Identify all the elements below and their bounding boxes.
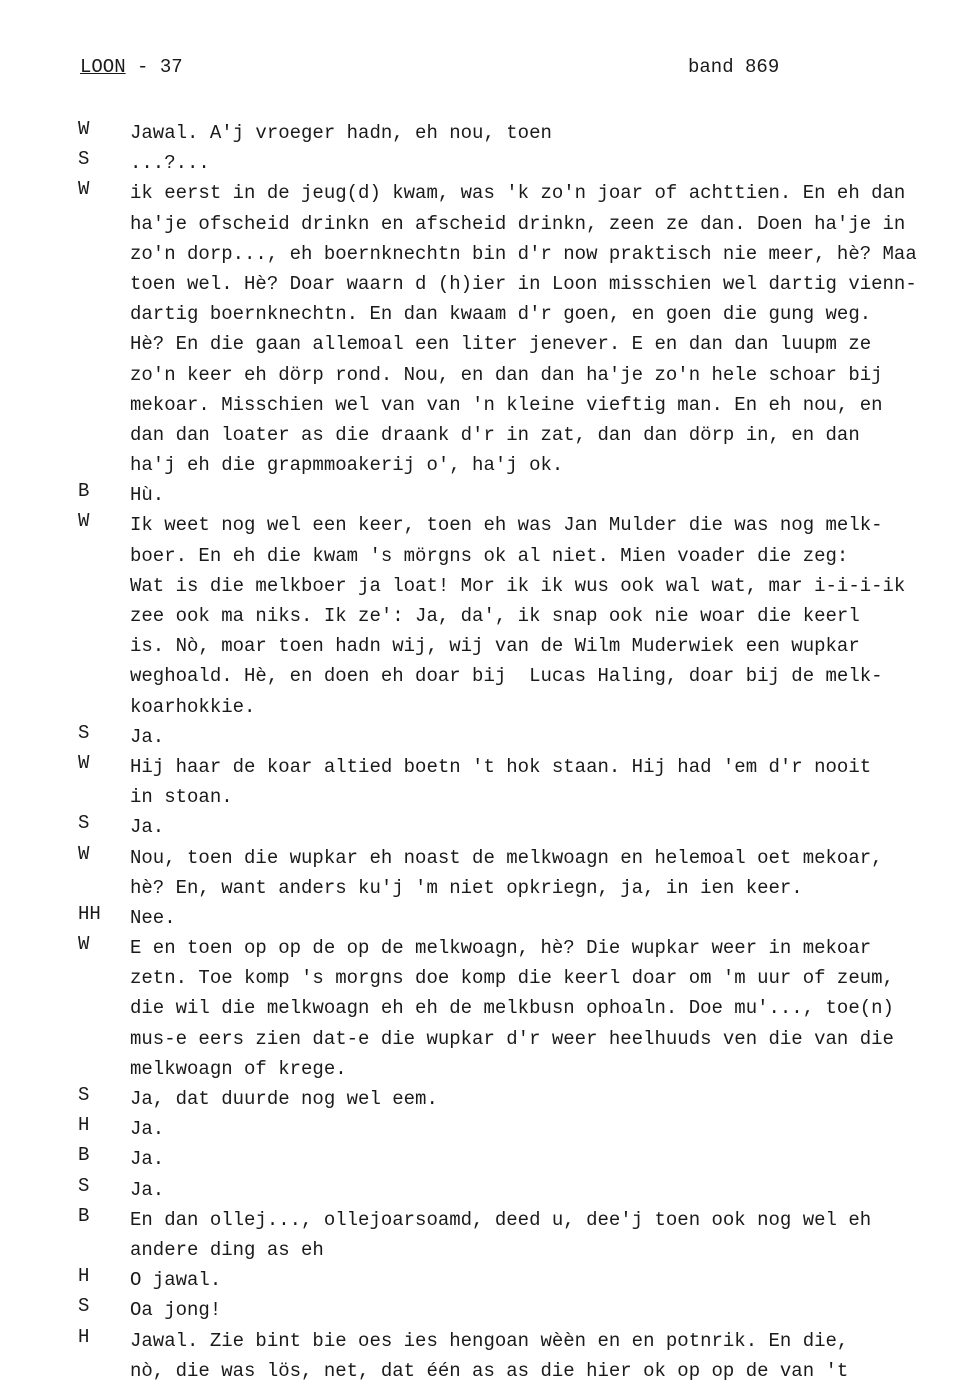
utterance-line: Jawal. A'j vroeger hadn, eh nou, toen [130,122,552,144]
utterance-line: Ja. [130,725,165,748]
utterance [130,480,973,510]
speaker-label: B [78,1204,90,1227]
utterance-line: is. Nò, moar toen hadn wij, wij van de Wilm Muderwiek een wupkar [130,635,860,658]
speaker-label: S [78,148,90,171]
transcript-turn [78,903,973,933]
utterance-line: die wil die melkwoagn eh eh de melkbusn ophoaln. Doe mu'..., toe(n) [130,997,894,1020]
utterance-line: weghoald. Hè, en doen eh doar bij Lucas Haling, doar bij de melk- [130,665,883,688]
utterance-line: zetn. Toe komp 's morgns doe komp die keerl doar om 'm uur of zeum, [130,967,894,990]
utterance-line: ha'je ofscheid drinkn en afscheid drinkn, zeen ze dan. Doen ha'je in [130,212,906,235]
transcript-turn [78,1144,973,1174]
speaker-label: H [78,1114,90,1137]
transcript-turn [78,1265,973,1295]
utterance-line: E en toen op op de op de melkwoagn, hè? Die wupkar weer in mekoar [130,937,872,960]
transcript-turn [78,1084,973,1114]
transcript-turn [78,148,973,178]
utterance [130,843,973,903]
speaker-label: W [78,178,90,201]
transcript-turn [78,1114,973,1144]
utterance-line: Ja. [130,1118,165,1141]
utterance-line: in stoan. [130,786,233,809]
speaker-label: W [78,842,90,865]
utterance [130,1114,973,1144]
utterance [130,933,973,1084]
utterance-line: dartig boernknechtn. En dan kwaam d'r goen, en goen die gung weg. [130,303,872,326]
utterance-line: Nou, toen die wupkar eh noast de melkwoagn en helemoal oet mekoar, [130,846,883,869]
utterance-line: boer. En eh die kwam 's mörgns ok al niet. Mien voader die zeg: [130,544,849,567]
utterance-line: andere ding as eh [130,1238,324,1261]
utterance-line: Ja, dat duurde nog wel eem. [130,1088,438,1110]
speaker-label: S [78,1174,90,1197]
utterance-line: dan dan loater as die draank d'r in zat, dan dan dörp in, en dan [130,423,860,446]
utterance-line: nò, die was lös, net, dat één as as die hier ok op op de van 't [130,1359,849,1382]
speaker-label: B [78,480,90,503]
utterance-line: En dan ollej..., ollejoarsoamd, deed u, dee'j toen ook nog wel eh [130,1208,872,1231]
utterance-line: mekoar. Misschien wel van van 'n kleine vieftig man. En eh nou, en [130,393,883,416]
utterance [130,148,973,178]
utterance [130,1295,973,1325]
utterance-line: koarhokkie. [130,695,256,718]
transcript-turn [78,118,973,148]
utterance-line: Hè? En die gaan allemoal een liter jenever. E en dan dan luupm ze [130,333,872,356]
transcript [78,118,973,1386]
utterance-line: melkwoagn of krege. [130,1057,347,1080]
utterance-line: Wat is die melkboer ja loat! Mor ik ik wus ook wal wat, mar i-i-i-ik [130,574,906,597]
speaker-label: HH [78,902,101,925]
speaker-label: H [78,1325,90,1348]
transcript-turn [78,752,973,812]
speaker-label: W [78,510,90,533]
utterance-line: zo'n dorp..., eh boernknechtn bin d'r now praktisch nie meer, hè? Maa [130,242,917,265]
utterance-line: toen wel. Hè? Doar waarn d (h)ier in Loon misschien wel dartig vienn- [130,272,917,295]
speaker-label: S [78,812,90,835]
utterance [130,812,973,842]
utterance [130,1084,973,1114]
transcript-turn [78,510,973,721]
speaker-label: W [78,933,90,956]
page-separator: - [125,56,160,78]
utterance-line: Hù. [130,484,165,507]
utterance-line: Ja. [130,1178,165,1201]
utterance-line: Oa jong! [130,1299,222,1322]
transcript-turn [78,1326,973,1386]
utterance [130,1144,973,1174]
utterance-line: O jawal. [130,1269,222,1292]
page-header [80,56,940,84]
transcript-turn [78,1295,973,1325]
utterance [130,1175,973,1205]
utterance-line: Ja. [130,816,165,839]
transcript-turn [78,1175,973,1205]
speaker-label: W [78,118,90,140]
utterance-line: mus-e eers zien dat-e die wupkar d'r weer heelhuuds ven die van die [130,1027,894,1050]
utterance-line: zo'n keer eh dörp rond. Nou, en dan dan ha'je zo'n hele schoar bij [130,363,883,386]
utterance-line: ik eerst in de jeug(d) kwam, was 'k zo'n joar of achttien. En eh dan [130,182,906,205]
utterance-line: ha'j eh die grapmmoakerij o', ha'j ok. [130,454,564,477]
speaker-label: H [78,1265,90,1288]
utterance-line: Hij haar de koar altied boetn 't hok staan. Hij had 'em d'r nooit [130,755,872,778]
utterance-line: ...?... [130,152,210,175]
transcript-turn [78,178,973,480]
utterance [130,1265,973,1295]
utterance-line: Ik weet nog wel een keer, toen eh was Jan Mulder die was nog melk- [130,514,883,537]
band-number: band 869 [688,56,780,78]
utterance-line: Ja. [130,1148,165,1171]
utterance-line: hè? En, want anders ku'j 'm niet opkriegn, ja, in ien keer. [130,876,803,899]
utterance [130,752,973,812]
utterance-line: Jawal. Zie bint bie oes ies hengoan wèèn en en potnrik. En die, [130,1329,849,1352]
utterance-line: zee ook ma niks. Ik ze': Ja, da', ik snap ook nie woar die keerl [130,605,860,627]
utterance [130,1326,973,1386]
page-number: 37 [159,56,183,78]
speaker-label: W [78,751,90,774]
transcript-turn [78,933,973,1084]
transcript-turn [78,1205,973,1265]
speaker-label: S [78,1084,90,1106]
utterance [130,1205,973,1265]
utterance [130,510,973,721]
transcript-turn [78,812,973,842]
transcript-turn [78,722,973,752]
page-header-left [80,56,183,78]
transcript-turn [78,480,973,510]
utterance [130,178,973,480]
utterance [130,903,973,933]
place-name: LOON [80,56,126,78]
utterance [130,722,973,752]
speaker-label: S [78,721,90,744]
transcript-turn [78,843,973,903]
speaker-label: S [78,1295,90,1318]
utterance [130,118,973,148]
utterance-line: Nee. [130,906,176,929]
speaker-label: B [78,1144,90,1167]
